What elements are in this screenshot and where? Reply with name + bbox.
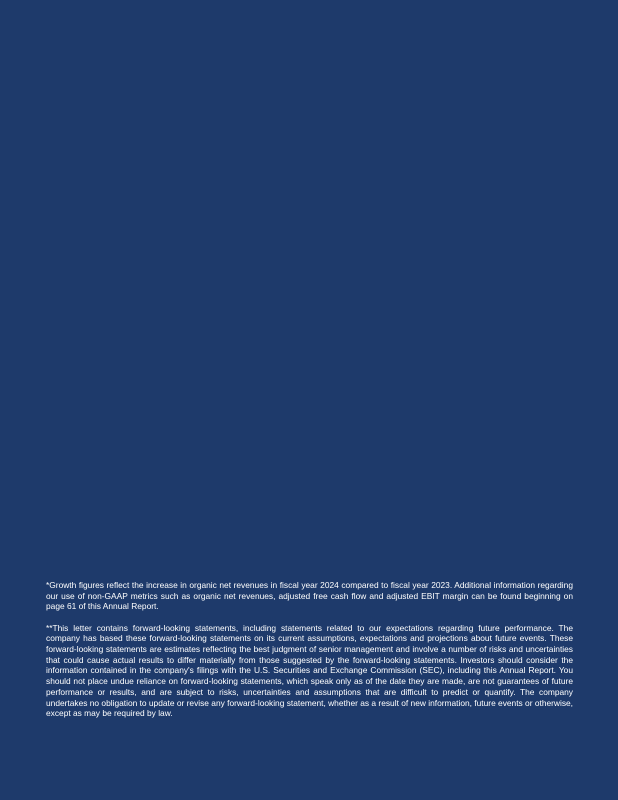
footnotes-section [46,580,573,719]
forward-looking-disclaimer: **This letter contains forward-looking statements, including statements related to our expectations regarding future performance. The company has based these forward-looking statements on its current assumptions, expectations and projections about future events. These forward-looking statements are estimates reflecting the best judgment of senior management and involve a number of risks and uncertainties that could cause actual results to differ materially from those suggested by the forward-looking statements. Investors should consider the information contained in the company's filings with the U.S. Securities and Exchange Commission (SEC), including this Annual Report. You should not place undue reliance on forward-looking statements, which speak only as of the date they are made, are not guarantees of future performance or results, and are subject to risks, uncertainties and assumptions that are difficult to predict or quantify. The company undertakes no obligation to update or revise any forward-looking statement, whether as a result of new information, future events or otherwise, except as may be required by law. [46,622,573,719]
growth-footnote: *Growth figures reflect the increase in organic net revenues in fiscal year 2024 compared to fiscal year 2023. Additional information regarding our use of non-GAAP metrics such as organic net revenues, adjusted free cash flow and adjusted EBIT margin can be found beginning on page 61 of this Annual Report. [46,580,573,612]
